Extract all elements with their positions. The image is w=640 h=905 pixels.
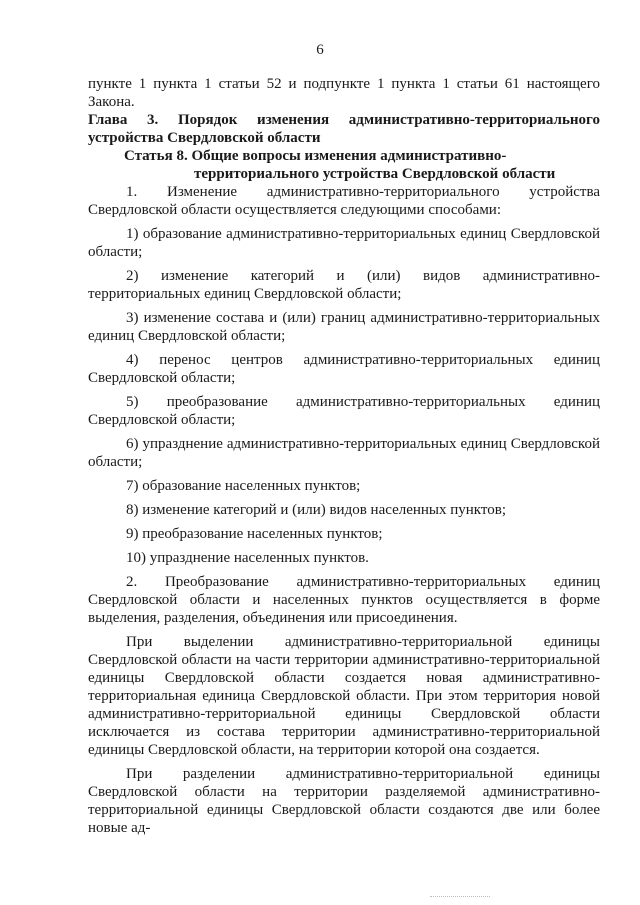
list-item-6: 6) упразднение административно-территориальных единиц Свердловской области; <box>88 436 600 470</box>
paragraph-division: При разделении административно-территориальной единицы Свердловской области на территории разделяемой административно-территориальной единицы Свердловской области создаются две или более новые ад- <box>88 766 600 836</box>
article-heading-line-1: Статья 8. Общие вопросы изменения административно- <box>124 148 507 164</box>
page-number: 6 <box>316 42 324 58</box>
paragraph-1: 1. Изменение административно-территориального устройства Свердловской области осуществляется следующими способами: <box>88 184 600 218</box>
lead-paragraph: пункте 1 пункта 1 статьи 52 и подпункте 1 пункта 1 статьи 61 настоящего Закона. <box>88 76 600 110</box>
paragraph-2: 2. Преобразование административно-территориальных единиц Свердловской области и населенных пунктов осуществляется в форме выделения, разделения, объединения или присоединения. <box>88 574 600 626</box>
list-item-10: 10) упразднение населенных пунктов. <box>126 550 369 566</box>
list-item-4: 4) перенос центров административно-территориальных единиц Свердловской области; <box>88 352 600 386</box>
article-heading-line-2: территориального устройства Свердловской области <box>194 166 556 182</box>
chapter-heading: Глава 3. Порядок изменения административно-территориального устройства Свердловской области <box>88 112 600 146</box>
scan-artifact <box>430 895 490 897</box>
document-body <box>88 75 600 837</box>
list-item-8: 8) изменение категорий и (или) видов населенных пунктов; <box>126 502 507 518</box>
list-item-1: 1) образование административно-территориальных единиц Свердловской области; <box>88 226 600 260</box>
list-item-3: 3) изменение состава и (или) границ административно-территориальных единиц Свердловской области; <box>88 310 600 344</box>
list-item-2: 2) изменение категорий и (или) видов административно-территориальных единиц Свердловской области; <box>88 268 600 302</box>
article-heading <box>88 147 600 183</box>
list-item-5: 5) преобразование административно-территориальных единиц Свердловской области; <box>88 394 600 428</box>
paragraph-separation: При выделении административно-территориальной единицы Свердловской области на части территории административно-территориальной единицы Свердловской области создается новая административно-территориальная единица Свердловской области. При этом территория новой административно-территориальной единицы Свердловской области исключается из состава территории административно-территориальной единицы Свердловской области, на территории которой она создается. <box>88 634 600 758</box>
list-item-9: 9) преобразование населенных пунктов; <box>126 526 383 542</box>
list-item-7: 7) образование населенных пунктов; <box>126 478 361 494</box>
